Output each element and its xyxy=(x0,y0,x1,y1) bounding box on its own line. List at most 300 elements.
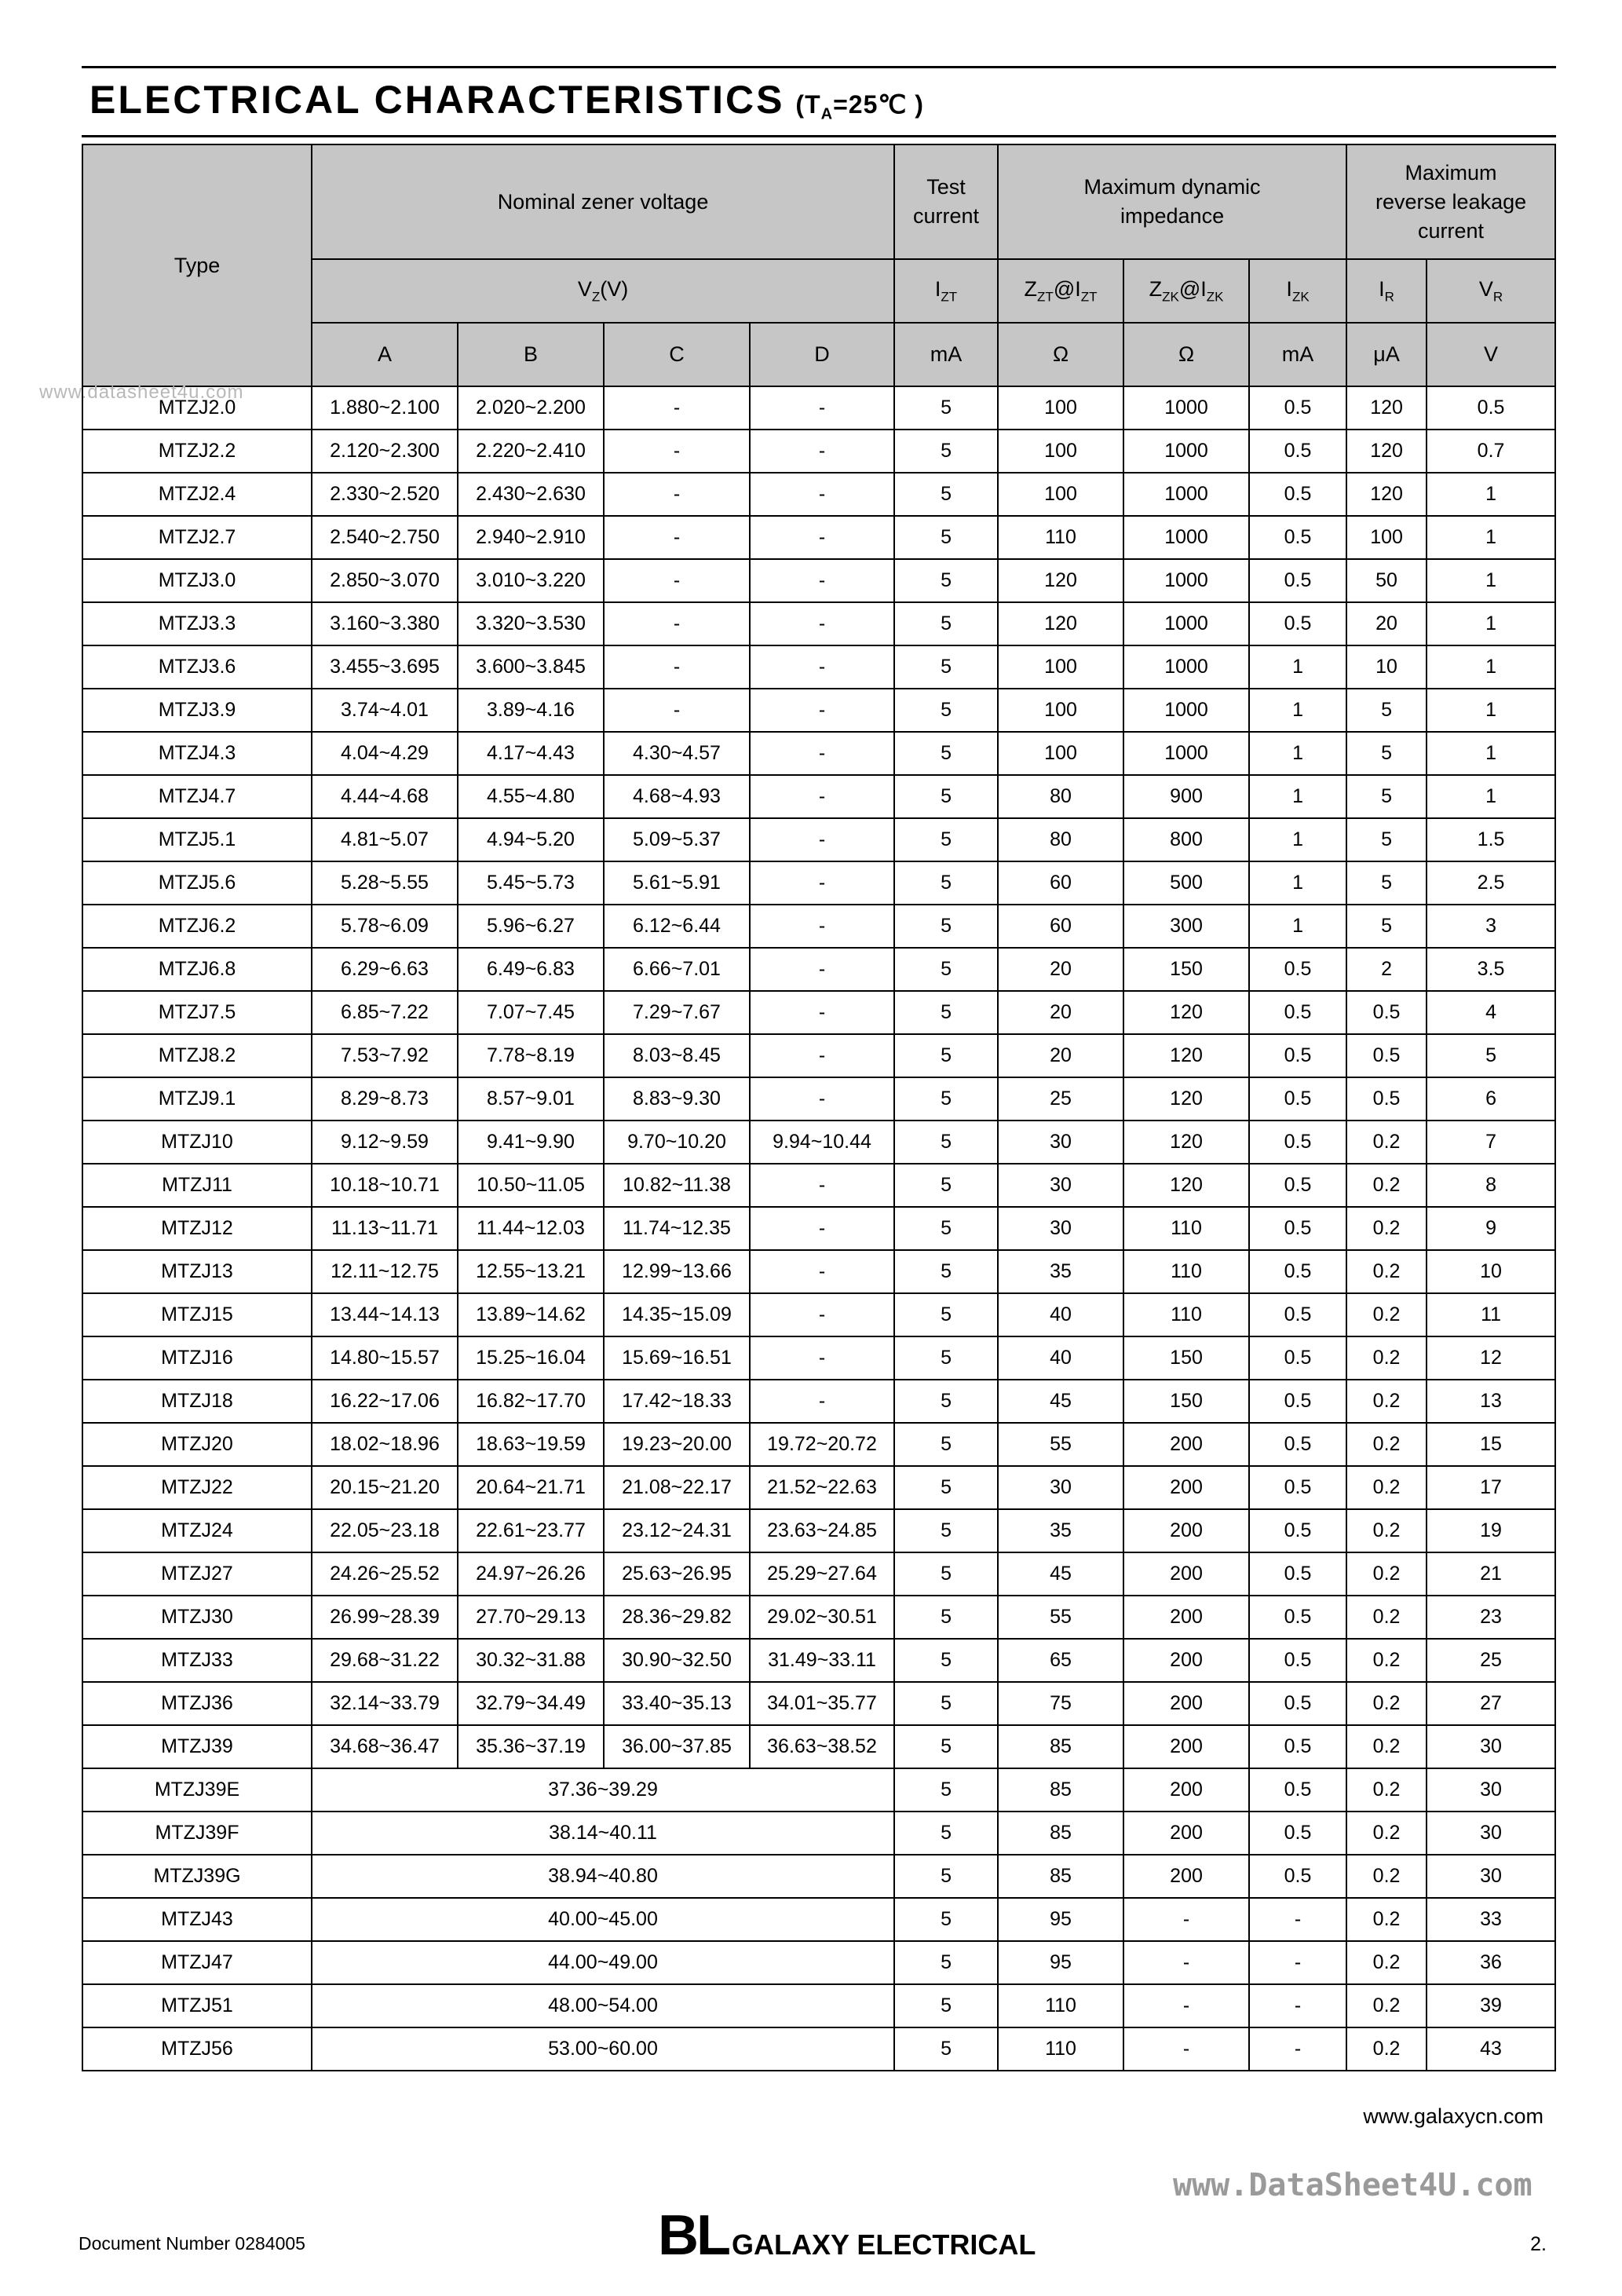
sym-zzt xyxy=(998,259,1123,323)
table-cell: 34.68~36.47 xyxy=(312,1725,458,1768)
table-cell: 0.2 xyxy=(1346,1121,1427,1164)
table-cell: 20 xyxy=(998,1034,1123,1077)
table-cell: 36.00~37.85 xyxy=(604,1725,750,1768)
table-cell: 5.96~6.27 xyxy=(458,905,604,948)
table-row xyxy=(82,1121,1555,1164)
table-cell: 110 xyxy=(998,1984,1123,2027)
type-cell: MTZJ4.3 xyxy=(82,732,312,775)
table-row xyxy=(82,386,1555,430)
table-cell: 300 xyxy=(1123,905,1249,948)
type-cell: MTZJ15 xyxy=(82,1293,312,1336)
table-cell: 5 xyxy=(894,1768,998,1812)
table-cell: - xyxy=(604,559,750,602)
table-cell: - xyxy=(750,473,894,516)
table-row xyxy=(82,1380,1555,1423)
table-row xyxy=(82,732,1555,775)
table-cell: 1 xyxy=(1249,861,1346,905)
table-cell: 37.36~39.29 xyxy=(312,1768,894,1812)
table-cell: - xyxy=(1123,1941,1249,1984)
table-row xyxy=(82,1682,1555,1725)
table-cell: - xyxy=(750,430,894,473)
sym-zzk xyxy=(1123,259,1249,323)
table-cell: 28.36~29.82 xyxy=(604,1596,750,1639)
table-cell: 15.69~16.51 xyxy=(604,1336,750,1380)
table-row xyxy=(82,1466,1555,1509)
type-cell: MTZJ39G xyxy=(82,1855,312,1898)
table-cell: 100 xyxy=(998,430,1123,473)
table-cell: 120 xyxy=(1123,1077,1249,1121)
type-cell: MTZJ22 xyxy=(82,1466,312,1509)
table-cell: 36 xyxy=(1427,1941,1555,1984)
zzk-sub2: ZK xyxy=(1206,289,1224,305)
table-cell: 5 xyxy=(894,1121,998,1164)
col-dynamic-impedance-header xyxy=(998,144,1346,259)
table-cell: - xyxy=(750,732,894,775)
table-cell: 150 xyxy=(1123,1336,1249,1380)
type-cell: MTZJ39 xyxy=(82,1725,312,1768)
table-row xyxy=(82,1596,1555,1639)
table-cell: 1 xyxy=(1427,516,1555,559)
table-cell: 43 xyxy=(1427,2027,1555,2071)
table-cell: - xyxy=(750,991,894,1034)
table-cell: 0.5 xyxy=(1249,473,1346,516)
table-cell: 4.68~4.93 xyxy=(604,775,750,818)
table-cell: 5 xyxy=(894,1034,998,1077)
table-cell: 6.85~7.22 xyxy=(312,991,458,1034)
table-row xyxy=(82,1984,1555,2027)
table-row xyxy=(82,1164,1555,1207)
table-cell: 5 xyxy=(894,559,998,602)
table-cell: - xyxy=(750,1250,894,1293)
table-cell: 23 xyxy=(1427,1596,1555,1639)
table-cell: - xyxy=(1249,1898,1346,1941)
table-cell: 5 xyxy=(894,1596,998,1639)
table-cell: 25.63~26.95 xyxy=(604,1552,750,1596)
table-cell: 20.15~21.20 xyxy=(312,1466,458,1509)
table-cell: 5 xyxy=(894,473,998,516)
table-cell: 5 xyxy=(894,1552,998,1596)
zzk-at: @I xyxy=(1178,276,1207,301)
table-cell: 0.2 xyxy=(1346,1855,1427,1898)
table-cell: 0.5 xyxy=(1249,1164,1346,1207)
table-cell: 3.5 xyxy=(1427,948,1555,991)
table-cell: 3.010~3.220 xyxy=(458,559,604,602)
sym-ir xyxy=(1346,259,1427,323)
table-cell: 6.12~6.44 xyxy=(604,905,750,948)
table-cell: 19.23~20.00 xyxy=(604,1423,750,1466)
table-cell: 200 xyxy=(1123,1466,1249,1509)
website-url[interactable]: www.galaxycn.com xyxy=(1363,2104,1543,2128)
dyn-imp-line1: Maximum dynamic xyxy=(1083,175,1261,199)
table-cell: 9.70~10.20 xyxy=(604,1121,750,1164)
zzt-at: @I xyxy=(1053,276,1081,301)
table-cell: 2.020~2.200 xyxy=(458,386,604,430)
table-row xyxy=(82,1336,1555,1380)
unit-ohm-zzt: Ω xyxy=(998,323,1123,386)
page-title xyxy=(90,77,924,123)
table-cell: 19 xyxy=(1427,1509,1555,1552)
type-cell: MTZJ20 xyxy=(82,1423,312,1466)
table-cell: 7 xyxy=(1427,1121,1555,1164)
table-row xyxy=(82,1250,1555,1293)
type-cell: MTZJ6.2 xyxy=(82,905,312,948)
table-cell: 2 xyxy=(1346,948,1427,991)
table-cell: 120 xyxy=(1123,991,1249,1034)
table-row xyxy=(82,645,1555,689)
unit-a: A xyxy=(312,323,458,386)
table-cell: 0.2 xyxy=(1346,1509,1427,1552)
unit-ua: μA xyxy=(1346,323,1427,386)
table-cell: 5 xyxy=(1346,689,1427,732)
table-cell: 0.2 xyxy=(1346,1207,1427,1250)
table-row xyxy=(82,689,1555,732)
table-cell: 2.120~2.300 xyxy=(312,430,458,473)
table-cell: - xyxy=(750,645,894,689)
cond-close: =25℃ ) xyxy=(833,90,924,119)
table-row xyxy=(82,775,1555,818)
table-cell: 3.89~4.16 xyxy=(458,689,604,732)
table-cell: 30 xyxy=(998,1121,1123,1164)
table-cell: 5 xyxy=(894,1207,998,1250)
izk-i: I xyxy=(1286,276,1292,301)
table-row xyxy=(82,602,1555,645)
table-cell: 0.5 xyxy=(1249,1509,1346,1552)
table-cell: 120 xyxy=(1346,430,1427,473)
table-cell: 0.2 xyxy=(1346,1725,1427,1768)
table-cell: 21.08~22.17 xyxy=(604,1466,750,1509)
table-cell: 3.74~4.01 xyxy=(312,689,458,732)
vr-v: V xyxy=(1478,276,1493,301)
table-cell: 100 xyxy=(998,689,1123,732)
table-cell: 1 xyxy=(1249,905,1346,948)
table-cell: 3.455~3.695 xyxy=(312,645,458,689)
table-cell: 29.68~31.22 xyxy=(312,1639,458,1682)
table-cell: 200 xyxy=(1123,1768,1249,1812)
table-cell: 2.220~2.410 xyxy=(458,430,604,473)
table-cell: 0.2 xyxy=(1346,1336,1427,1380)
table-cell: 2.540~2.750 xyxy=(312,516,458,559)
table-row xyxy=(82,1941,1555,1984)
type-cell: MTZJ43 xyxy=(82,1898,312,1941)
type-cell: MTZJ7.5 xyxy=(82,991,312,1034)
table-cell: 120 xyxy=(1346,386,1427,430)
izk-sub: ZK xyxy=(1291,289,1310,305)
table-row xyxy=(82,1768,1555,1812)
type-cell: MTZJ2.0 xyxy=(82,386,312,430)
table-cell: 1000 xyxy=(1123,732,1249,775)
table-row xyxy=(82,818,1555,861)
table-row xyxy=(82,1509,1555,1552)
table-cell: 11.74~12.35 xyxy=(604,1207,750,1250)
table-cell: 5 xyxy=(1346,818,1427,861)
type-cell: MTZJ18 xyxy=(82,1380,312,1423)
table-cell: 100 xyxy=(998,386,1123,430)
table-cell: 4.94~5.20 xyxy=(458,818,604,861)
table-cell: 1 xyxy=(1427,732,1555,775)
table-cell: 0.5 xyxy=(1346,1034,1427,1077)
table-cell: 5 xyxy=(1346,861,1427,905)
table-cell: 0.5 xyxy=(1249,1682,1346,1725)
table-cell: 3.160~3.380 xyxy=(312,602,458,645)
table-cell: 15.25~16.04 xyxy=(458,1336,604,1380)
table-cell: 5 xyxy=(894,1855,998,1898)
table-cell: 110 xyxy=(998,2027,1123,2071)
table-cell: 5.61~5.91 xyxy=(604,861,750,905)
table-cell: 110 xyxy=(1123,1207,1249,1250)
table-cell: - xyxy=(750,905,894,948)
table-cell: - xyxy=(604,516,750,559)
table-cell: 16.82~17.70 xyxy=(458,1380,604,1423)
table-cell: 25 xyxy=(1427,1639,1555,1682)
table-cell: 0.5 xyxy=(1249,1293,1346,1336)
table-cell: - xyxy=(604,430,750,473)
table-cell: 100 xyxy=(998,645,1123,689)
type-cell: MTZJ39E xyxy=(82,1768,312,1812)
table-cell: 1 xyxy=(1427,473,1555,516)
table-cell: 2.850~3.070 xyxy=(312,559,458,602)
table-cell: - xyxy=(604,386,750,430)
table-cell: 0.2 xyxy=(1346,1380,1427,1423)
type-cell: MTZJ2.7 xyxy=(82,516,312,559)
unit-d: D xyxy=(750,323,894,386)
table-cell: 80 xyxy=(998,775,1123,818)
table-cell: 80 xyxy=(998,818,1123,861)
table-cell: 200 xyxy=(1123,1423,1249,1466)
table-cell: 9.41~9.90 xyxy=(458,1121,604,1164)
table-cell: 5 xyxy=(894,818,998,861)
table-cell: - xyxy=(604,473,750,516)
table-cell: 16.22~17.06 xyxy=(312,1380,458,1423)
table-cell: 39 xyxy=(1427,1984,1555,2027)
test-current-line2: current xyxy=(913,204,980,228)
table-cell: 30 xyxy=(998,1164,1123,1207)
table-cell: 23.63~24.85 xyxy=(750,1509,894,1552)
table-cell: - xyxy=(750,775,894,818)
table-cell: 32.79~34.49 xyxy=(458,1682,604,1725)
table-cell: 0.2 xyxy=(1346,1984,1427,2027)
type-cell: MTZJ5.6 xyxy=(82,861,312,905)
table-cell: 22.61~23.77 xyxy=(458,1509,604,1552)
leak-line3: current xyxy=(1418,218,1485,243)
table-cell: 17 xyxy=(1427,1466,1555,1509)
table-cell: 0.2 xyxy=(1346,1466,1427,1509)
table-cell: 0.2 xyxy=(1346,1423,1427,1466)
table-cell: 0.5 xyxy=(1249,1250,1346,1293)
top-rule xyxy=(82,66,1556,68)
table-cell: 26.99~28.39 xyxy=(312,1596,458,1639)
table-cell: 1 xyxy=(1427,559,1555,602)
table-row xyxy=(82,1725,1555,1768)
table-cell: 75 xyxy=(998,1682,1123,1725)
table-cell: - xyxy=(750,1207,894,1250)
table-cell: - xyxy=(750,818,894,861)
table-cell: - xyxy=(604,689,750,732)
table-cell: 5 xyxy=(894,991,998,1034)
table-cell: 5 xyxy=(894,1682,998,1725)
table-cell: 0.2 xyxy=(1346,1293,1427,1336)
table-cell: - xyxy=(750,386,894,430)
table-cell: - xyxy=(1249,2027,1346,2071)
table-cell: 95 xyxy=(998,1941,1123,1984)
col-type-header: Type xyxy=(82,144,312,386)
table-cell: 5 xyxy=(894,1898,998,1941)
table-cell: 13.89~14.62 xyxy=(458,1293,604,1336)
watermark-top: www.datasheet4u.com xyxy=(39,382,244,403)
type-cell: MTZJ2.4 xyxy=(82,473,312,516)
table-cell: 36.63~38.52 xyxy=(750,1725,894,1768)
page-number: 2. xyxy=(1530,2233,1547,2255)
table-cell: - xyxy=(750,948,894,991)
table-cell: 35.36~37.19 xyxy=(458,1725,604,1768)
table-cell: 5 xyxy=(894,1812,998,1855)
table-row xyxy=(82,2027,1555,2071)
table-cell: 5 xyxy=(894,430,998,473)
table-row xyxy=(82,1077,1555,1121)
table-cell: 27.70~29.13 xyxy=(458,1596,604,1639)
table-cell: 5.28~5.55 xyxy=(312,861,458,905)
type-cell: MTZJ5.1 xyxy=(82,818,312,861)
table-cell: 0.5 xyxy=(1346,991,1427,1034)
table-cell: 7.29~7.67 xyxy=(604,991,750,1034)
table-cell: 4.30~4.57 xyxy=(604,732,750,775)
brand-name: GALAXY ELECTRICAL xyxy=(731,2228,1036,2261)
table-cell: 0.5 xyxy=(1249,991,1346,1034)
table-cell: 0.5 xyxy=(1249,516,1346,559)
table-row xyxy=(82,430,1555,473)
izt-sub: ZT xyxy=(941,289,958,305)
table-cell: 200 xyxy=(1123,1725,1249,1768)
table-row xyxy=(82,1207,1555,1250)
table-cell: 40.00~45.00 xyxy=(312,1898,894,1941)
table-row xyxy=(82,1034,1555,1077)
table-cell: 120 xyxy=(1123,1034,1249,1077)
table-cell: 200 xyxy=(1123,1682,1249,1725)
table-cell: 6.49~6.83 xyxy=(458,948,604,991)
table-cell: 7.78~8.19 xyxy=(458,1034,604,1077)
table-cell: 0.2 xyxy=(1346,1164,1427,1207)
table-cell: - xyxy=(750,559,894,602)
table-cell: - xyxy=(750,516,894,559)
table-cell: - xyxy=(750,1380,894,1423)
table-cell: 33 xyxy=(1427,1898,1555,1941)
table-cell: 200 xyxy=(1123,1855,1249,1898)
table-cell: 20 xyxy=(998,991,1123,1034)
table-cell: 53.00~60.00 xyxy=(312,2027,894,2071)
table-cell: 5 xyxy=(894,1380,998,1423)
table-cell: 31.49~33.11 xyxy=(750,1639,894,1682)
type-cell: MTZJ9.1 xyxy=(82,1077,312,1121)
table-cell: 1000 xyxy=(1123,516,1249,559)
type-cell: MTZJ10 xyxy=(82,1121,312,1164)
col-test-current-header xyxy=(894,144,998,259)
table-cell: 5 xyxy=(894,1725,998,1768)
table-cell: 5 xyxy=(894,516,998,559)
table-cell: 5 xyxy=(894,386,998,430)
vr-sub: R xyxy=(1492,289,1503,305)
table-cell: 50 xyxy=(1346,559,1427,602)
table-row xyxy=(82,905,1555,948)
table-cell: 60 xyxy=(998,905,1123,948)
col-leakage-current-header xyxy=(1346,144,1555,259)
table-cell: 30.32~31.88 xyxy=(458,1639,604,1682)
table-cell: 12 xyxy=(1427,1336,1555,1380)
unit-b: B xyxy=(458,323,604,386)
table-cell: 4.81~5.07 xyxy=(312,818,458,861)
table-cell: 110 xyxy=(998,516,1123,559)
table-cell: 0.2 xyxy=(1346,1898,1427,1941)
table-cell: 38.14~40.11 xyxy=(312,1812,894,1855)
unit-ma: mA xyxy=(894,323,998,386)
vz-tail: (V) xyxy=(600,276,629,301)
table-cell: 5 xyxy=(894,602,998,645)
table-cell: 120 xyxy=(998,559,1123,602)
table-cell: 200 xyxy=(1123,1639,1249,1682)
table-cell: 6 xyxy=(1427,1077,1555,1121)
table-cell: 20 xyxy=(1346,602,1427,645)
table-cell: 1.5 xyxy=(1427,818,1555,861)
table-cell: 30 xyxy=(998,1466,1123,1509)
table-cell: 0.2 xyxy=(1346,1768,1427,1812)
table-cell: 29.02~30.51 xyxy=(750,1596,894,1639)
table-cell: 1000 xyxy=(1123,602,1249,645)
table-cell: 1000 xyxy=(1123,430,1249,473)
table-cell: - xyxy=(750,861,894,905)
table-cell: 8.57~9.01 xyxy=(458,1077,604,1121)
table-cell: 2.430~2.630 xyxy=(458,473,604,516)
table-cell: 45 xyxy=(998,1380,1123,1423)
table-cell: 3 xyxy=(1427,905,1555,948)
table-cell: 60 xyxy=(998,861,1123,905)
table-cell: - xyxy=(1123,1898,1249,1941)
table-cell: 1 xyxy=(1249,645,1346,689)
table-cell: 0.5 xyxy=(1249,1552,1346,1596)
table-cell: 120 xyxy=(998,602,1123,645)
type-cell: MTZJ12 xyxy=(82,1207,312,1250)
table-cell: 4 xyxy=(1427,991,1555,1034)
table-cell: 1 xyxy=(1427,602,1555,645)
table-cell: 0.5 xyxy=(1249,1336,1346,1380)
table-cell: 33.40~35.13 xyxy=(604,1682,750,1725)
temperature-condition xyxy=(795,90,924,123)
table-cell: 800 xyxy=(1123,818,1249,861)
type-cell: MTZJ11 xyxy=(82,1164,312,1207)
table-cell: 48.00~54.00 xyxy=(312,1984,894,2027)
type-cell: MTZJ2.2 xyxy=(82,430,312,473)
table-cell: 110 xyxy=(1123,1250,1249,1293)
table-cell: 10.50~11.05 xyxy=(458,1164,604,1207)
sym-izt xyxy=(894,259,998,323)
type-cell: MTZJ3.3 xyxy=(82,602,312,645)
table-cell: 0.5 xyxy=(1249,1207,1346,1250)
table-cell: 6.29~6.63 xyxy=(312,948,458,991)
dyn-imp-line2: impedance xyxy=(1120,204,1225,228)
table-cell: 100 xyxy=(998,732,1123,775)
table-cell: - xyxy=(1123,2027,1249,2071)
table-cell: 0.5 xyxy=(1249,1121,1346,1164)
type-cell: MTZJ16 xyxy=(82,1336,312,1380)
table-cell: 0.5 xyxy=(1249,948,1346,991)
table-cell: 20 xyxy=(998,948,1123,991)
table-cell: 4.04~4.29 xyxy=(312,732,458,775)
table-cell: 7.53~7.92 xyxy=(312,1034,458,1077)
table-cell: 1000 xyxy=(1123,689,1249,732)
unit-ma-izk: mA xyxy=(1249,323,1346,386)
table-cell: 30 xyxy=(1427,1725,1555,1768)
document-number: Document Number 0284005 xyxy=(79,2233,305,2254)
table-cell: 1 xyxy=(1427,689,1555,732)
table-cell: 30.90~32.50 xyxy=(604,1639,750,1682)
type-cell: MTZJ13 xyxy=(82,1250,312,1293)
